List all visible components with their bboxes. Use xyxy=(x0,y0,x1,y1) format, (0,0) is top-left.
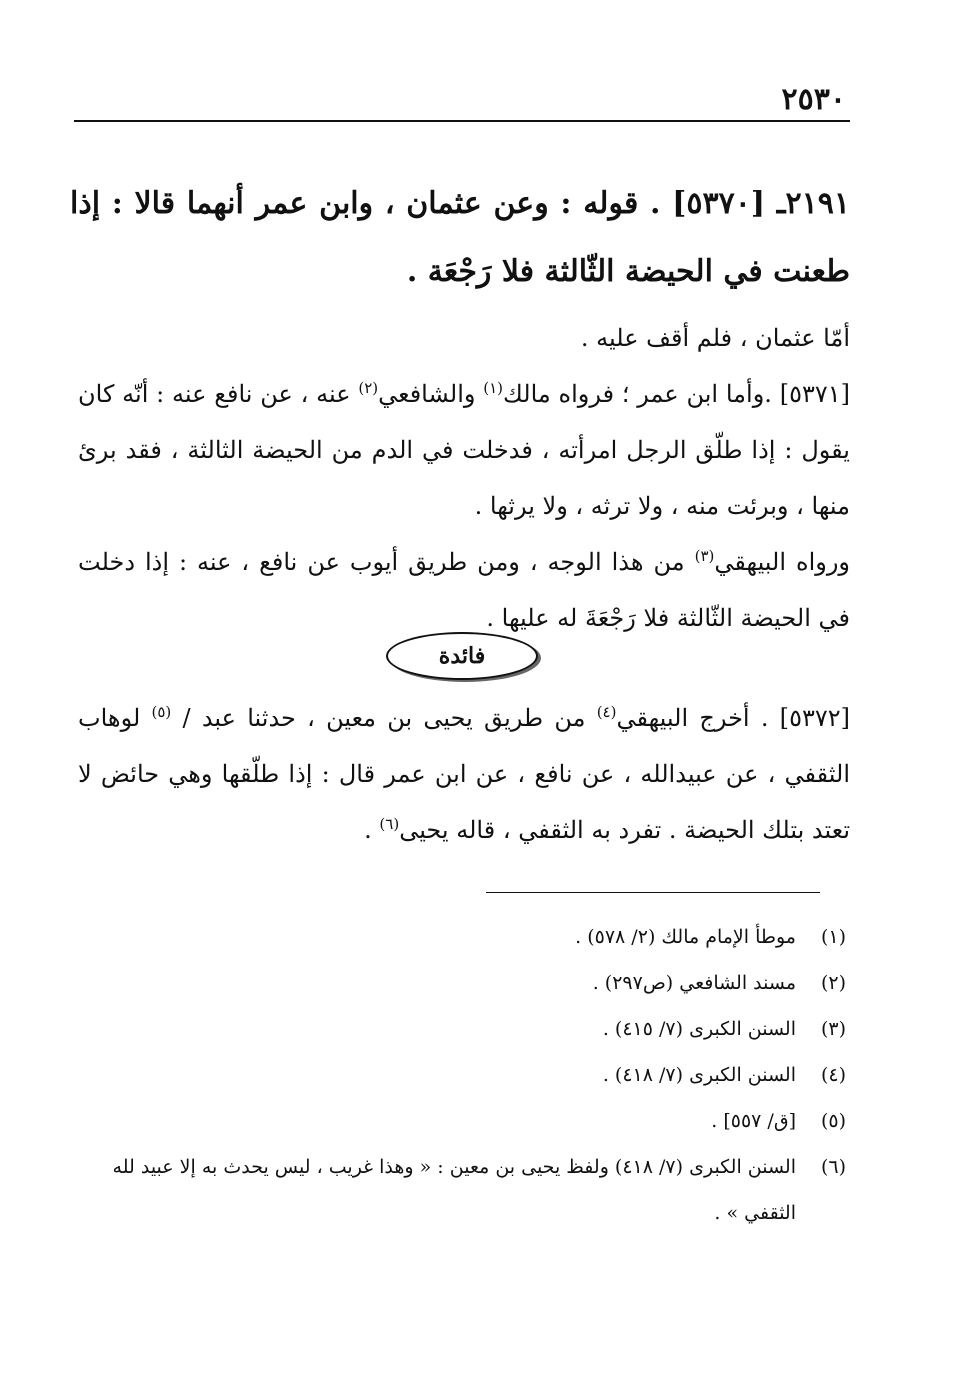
paragraph-3-text-a: ورواه البيهقي xyxy=(714,548,851,576)
footnote-item xyxy=(74,914,846,960)
paragraph-2-text-b: والشافعي xyxy=(378,380,484,408)
paragraph-3-text-b: من هذا الوجه ، ومن طريق أيوب عن نافع ، عنه : إذا دخلت في الحيضة الثّالثة فلا رَجْعَةَ له عليها . xyxy=(78,548,850,632)
paragraph-5 xyxy=(78,690,850,858)
footnote-item xyxy=(74,1098,846,1144)
footnote-number: (٦) xyxy=(820,1156,846,1178)
footnote-text: السنن الكبرى (٧/ ٤١٥) . xyxy=(602,1018,796,1040)
footnote-number: (٥) xyxy=(820,1110,846,1132)
footnote-ref-1[interactable]: (١) xyxy=(483,379,504,397)
footnote-number: (١) xyxy=(820,926,846,948)
footnote-text: موطأ الإمام مالك (٢/ ٥٧٨) . xyxy=(575,926,796,948)
faida-badge-label: فائدة xyxy=(438,643,486,669)
paragraph-2-text-c: عنه ، عن نافع عنه : أنّه كان يقول : إذا طلّق الرجل امرأته ، فدخلت في الدم من الحيضة الثالثة ، فقد برئ منها ، وبرئت منه ، ولا ترثه ، ولا يرثها . xyxy=(78,380,850,520)
footnote-item xyxy=(74,1052,846,1098)
footnote-item xyxy=(74,960,846,1006)
footnote-ref-5[interactable]: (٥) xyxy=(151,703,172,721)
paragraph-2-text-a: [٥٣٧١] .وأما ابن عمر ؛ فرواه مالك xyxy=(503,380,850,408)
paragraph-1: أمّا عثمان ، فلم أقف عليه . xyxy=(580,324,850,352)
paragraph-5-text-a: [٥٣٧٢] . أخرج البيهقي xyxy=(616,704,850,732)
footnote-ref-3[interactable]: (٣) xyxy=(694,547,715,565)
page-number: ٢٥٣٠ xyxy=(781,82,846,117)
footnote-ref-4[interactable]: (٤) xyxy=(596,703,617,721)
footnote-number: (٢) xyxy=(820,972,846,994)
footnote-ref-2[interactable]: (٢) xyxy=(358,379,379,397)
faida-badge xyxy=(386,632,538,680)
footnote-text: [ق/ ٥٥٧] . xyxy=(711,1110,796,1132)
section-heading: ٢١٩١ـ [٥٣٧٠] . قوله : وعن عثمان ، وابن عمر أنهما قالا : إذا طعنت في الحيضة الثّالثة فلا رَجْعَة . xyxy=(70,186,850,289)
header-rule xyxy=(74,120,850,122)
paragraph-5-text-c: لوهاب الثقفي ، عن عبيدالله ، عن نافع ، عن ابن عمر قال : إذا طلّقها وهي حائض لا تعتد بتلك الحيضة . تفرد به الثقفي ، قاله يحيى xyxy=(78,704,850,844)
footnote-text: السنن الكبرى (٧/ ٤١٨) ولفظ يحيى بن معين : « وهذا غريب ، ليس يحدث به إلا عبيد لله الثقفي » . xyxy=(112,1156,796,1224)
footnote-number: (٣) xyxy=(820,1018,846,1040)
paragraph-3 xyxy=(78,534,850,646)
footnote-item xyxy=(74,1006,846,1052)
paragraph-5-text-d: . xyxy=(364,816,380,844)
paragraph-5-text-b: من طريق يحيى بن معين ، حدثنا عبد / xyxy=(171,704,597,732)
footnote-rule xyxy=(486,892,820,893)
footnote-text: مسند الشافعي (ص٢٩٧) . xyxy=(592,972,796,994)
paragraph-2 xyxy=(78,366,850,534)
footnote-item xyxy=(74,1144,846,1236)
footnote-ref-6[interactable]: (٦) xyxy=(379,815,400,833)
footnote-text: السنن الكبرى (٧/ ٤١٨) . xyxy=(602,1064,796,1086)
footnote-list xyxy=(74,914,846,1236)
footnote-number: (٤) xyxy=(820,1064,846,1086)
